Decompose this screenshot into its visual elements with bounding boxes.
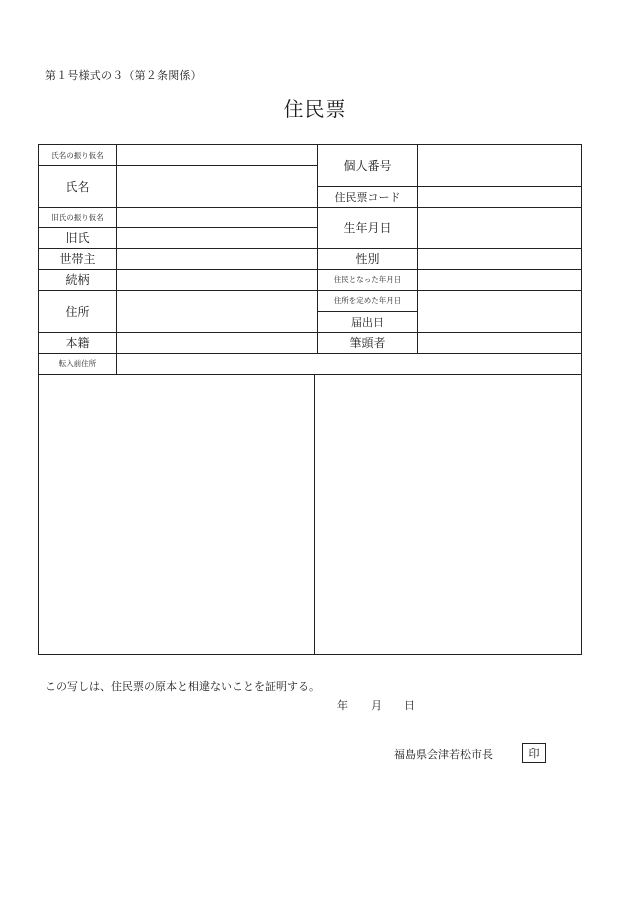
address-set-date-label: 住所を定めた年月日 — [333, 296, 402, 305]
address-set-date-field[interactable] — [418, 290, 581, 332]
old-name-kana-label: 旧氏の振り仮名 — [51, 212, 104, 222]
resident-code-field[interactable] — [418, 186, 581, 207]
resident-code-label: 住民票コード — [334, 190, 401, 204]
relationship-label: 続柄 — [65, 273, 90, 287]
household-head-label: 世帯主 — [59, 252, 96, 266]
old-name-kana-field[interactable] — [117, 207, 317, 227]
name-kana-label: 氏名の振り仮名 — [51, 150, 104, 160]
head-of-register-label: 筆頭者 — [349, 336, 386, 350]
name-label: 氏名 — [65, 179, 90, 194]
domicile-label: 本籍 — [65, 336, 90, 350]
day-label: 日 — [404, 699, 415, 712]
relationship-field[interactable] — [117, 269, 317, 290]
notification-date-label: 届出日 — [351, 315, 384, 329]
month-label: 月 — [371, 699, 382, 712]
old-name-label: 旧氏 — [65, 231, 90, 245]
sex-label: 性別 — [355, 252, 380, 266]
domicile-field[interactable] — [117, 332, 317, 353]
individual-number-field[interactable] — [418, 145, 581, 186]
remarks-right-panel[interactable] — [315, 375, 581, 654]
address-label: 住所 — [65, 304, 90, 319]
previous-address-field[interactable] — [117, 353, 581, 374]
old-name-field[interactable] — [117, 227, 317, 248]
resident-date-field[interactable] — [418, 269, 581, 290]
birth-date-field[interactable] — [418, 207, 581, 248]
resident-date-label: 住民となった年月日 — [333, 275, 402, 284]
form-number: 第１号様式の３（第２条関係） — [45, 69, 202, 82]
remarks-left-panel[interactable] — [39, 375, 314, 654]
seal-box: 印 — [522, 743, 546, 763]
household-head-field[interactable] — [117, 248, 317, 269]
certification-date — [337, 697, 415, 713]
previous-address-label: 転入前住所 — [58, 359, 97, 368]
page-title: 住民票 — [283, 97, 347, 121]
name-field[interactable] — [117, 165, 317, 207]
sex-field[interactable] — [418, 248, 581, 269]
mayor-title: 福島県会津若松市長 — [394, 748, 493, 761]
birth-date-label: 生年月日 — [343, 221, 392, 235]
certification-text: この写しは、住民票の原本と相違ないことを証明する。 — [45, 680, 320, 693]
head-of-register-field[interactable] — [418, 332, 581, 353]
year-label: 年 — [337, 699, 348, 712]
resident-record-table — [38, 144, 582, 655]
address-field[interactable] — [117, 290, 317, 332]
name-kana-field[interactable] — [117, 145, 317, 165]
individual-number-label: 個人番号 — [343, 159, 392, 173]
